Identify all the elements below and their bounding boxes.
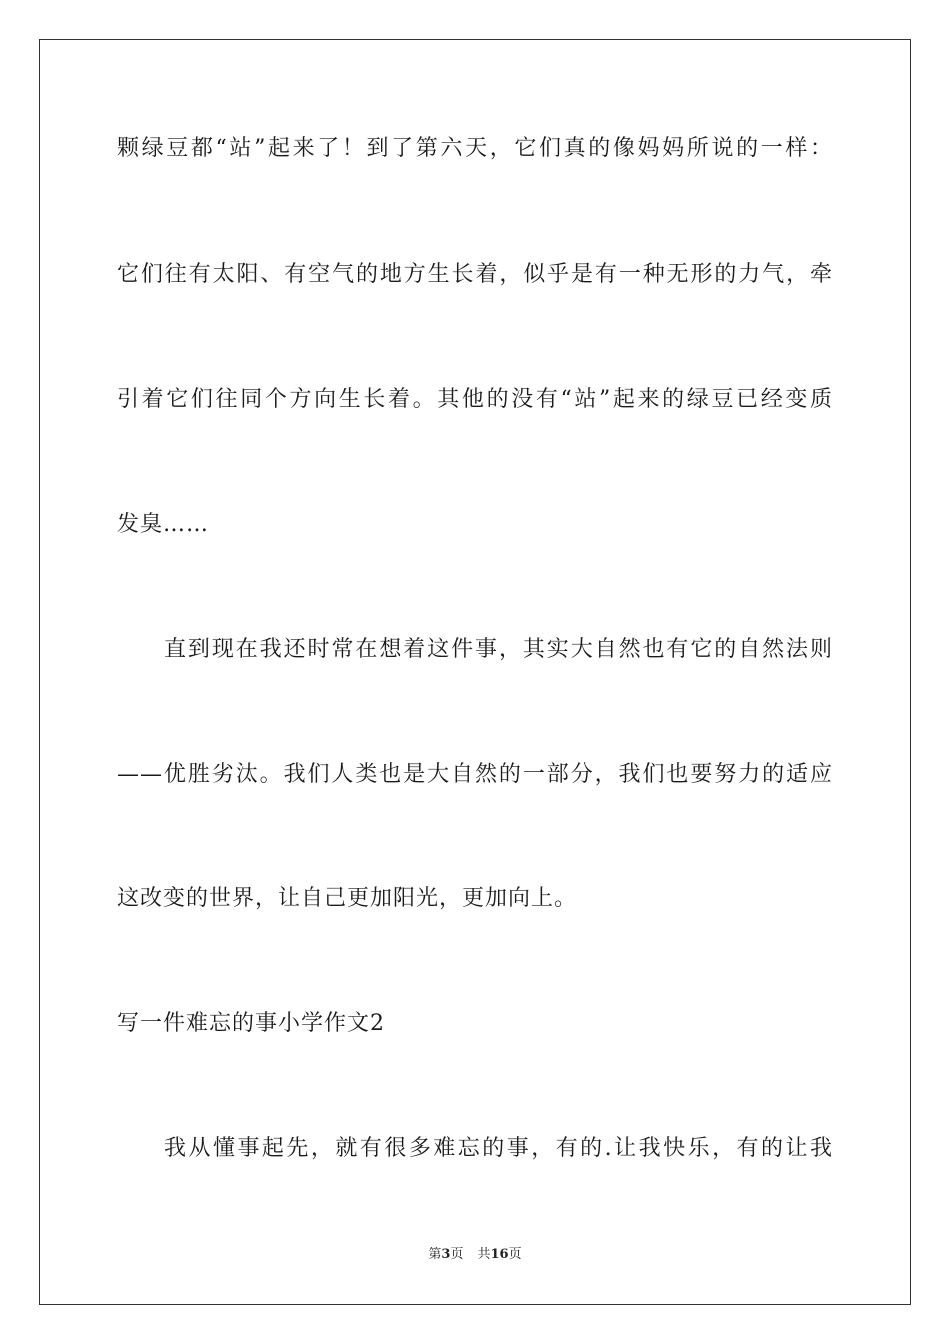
footer-total-suffix: 页: [508, 1247, 522, 1262]
page-frame: [39, 39, 911, 1305]
paragraph-line-2: 它们往有太阳、有空气的地方生长着，似乎是有一种无形的力气，牵: [117, 262, 833, 287]
footer-page-suffix: 页: [450, 1247, 464, 1262]
paragraph-line-5: 直到现在我还时常在想着这件事，其实大自然也有它的自然法则: [164, 637, 833, 662]
section-heading: 写一件难忘的事小学作文2: [117, 1011, 385, 1036]
paragraph-line-7: 这改变的世界，让自己更加阳光，更加向上。: [117, 886, 578, 911]
footer-page-current: 3: [441, 1247, 451, 1262]
footer-total-prefix: 共: [477, 1247, 491, 1262]
page-footer: [0, 1246, 950, 1264]
paragraph-line-8: 我从懂事起先，就有很多难忘的事，有的.让我快乐，有的让我: [164, 1136, 833, 1161]
paragraph-line-6: ——优胜劣汰。我们人类也是大自然的一部分，我们也要努力的适应: [117, 762, 833, 787]
footer-page-total: 16: [490, 1247, 509, 1262]
paragraph-line-3: 引着它们往同个方向生长着。其他的没有“站”起来的绿豆已经变质: [117, 387, 833, 412]
paragraph-line-4: 发臭……: [117, 512, 210, 537]
paragraph-line-1: 颗绿豆都“站”起来了！到了第六天，它们真的像妈妈所说的一样：: [117, 136, 833, 161]
footer-page-prefix: 第: [428, 1247, 442, 1262]
